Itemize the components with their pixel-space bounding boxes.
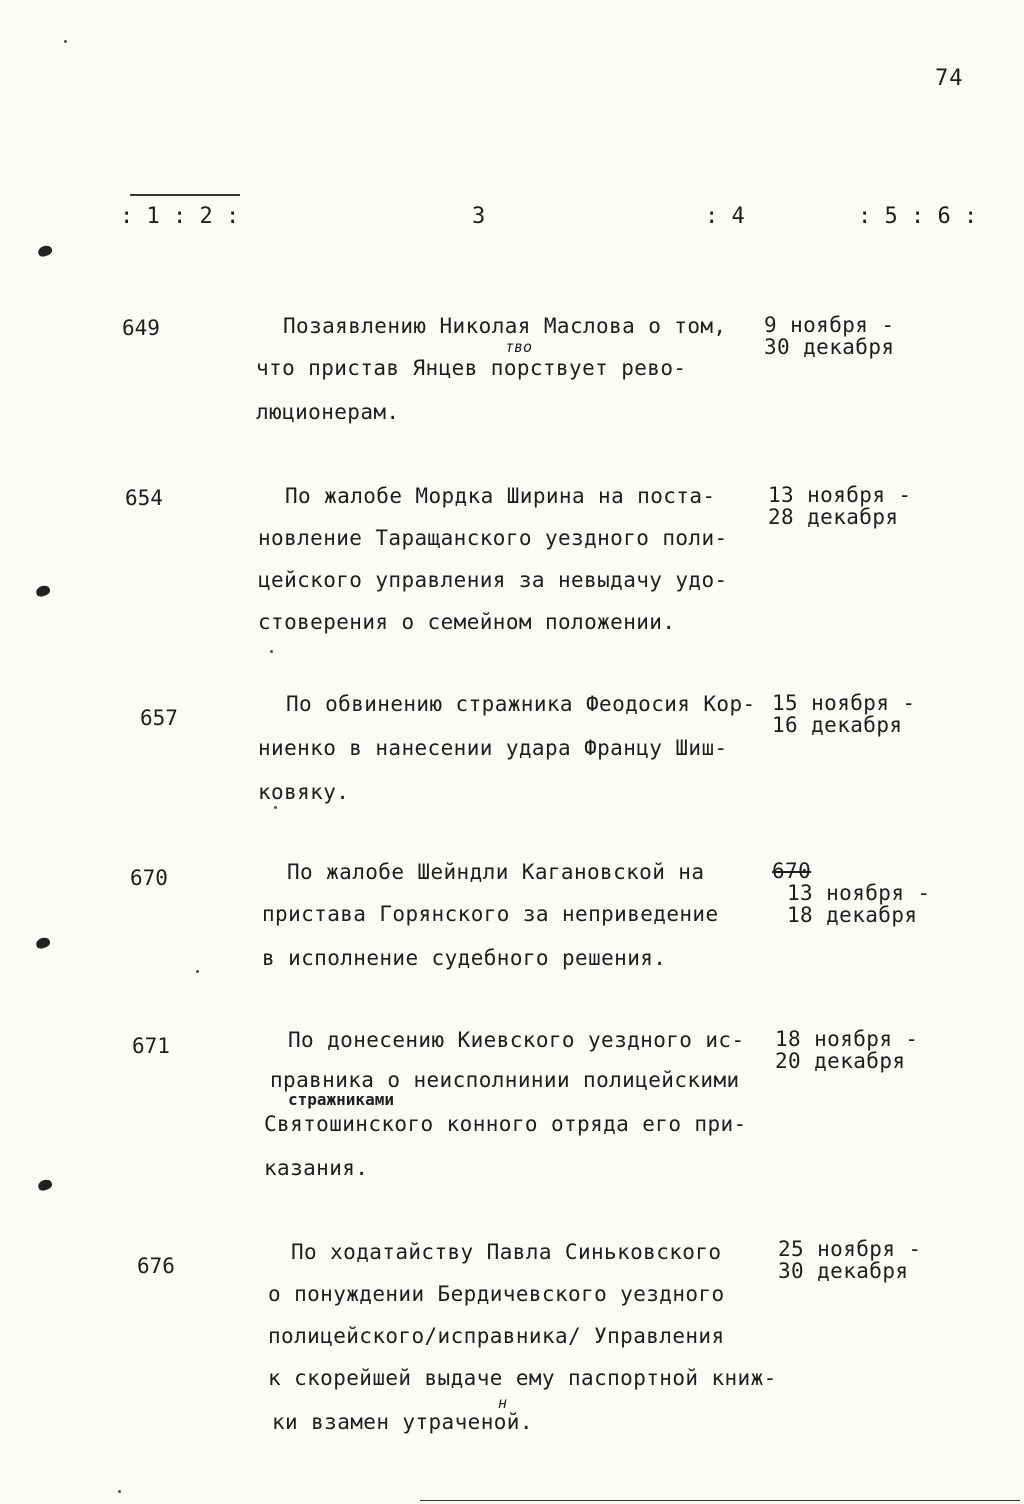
paper-speck: [274, 806, 277, 809]
paper-speck: [270, 650, 273, 653]
entry-date-start: 13 ноября -: [768, 483, 912, 507]
entry-number: 676: [137, 1254, 175, 1278]
entry-number: 657: [140, 706, 178, 730]
inserted-word: стражниками: [288, 1090, 394, 1109]
entry-date-end: 16 декабря: [772, 713, 903, 737]
paper-speck: [64, 40, 67, 43]
header-col-4: : 4: [705, 204, 745, 229]
entry-date-end: 30 декабря: [764, 335, 895, 359]
entry-text-line: казания.: [264, 1156, 369, 1180]
entry-text-line: о понуждении Бердичевского уездного: [268, 1282, 725, 1306]
header-rule: [130, 194, 240, 196]
struck-number: 670: [772, 859, 812, 883]
entry-text-line: ковяку.: [258, 780, 350, 804]
entry-text-line: Святошинского конного отряда его при-: [264, 1112, 747, 1136]
entry-text-line: к скорейшей выдаче ему паспортной книж-: [268, 1366, 777, 1390]
entry-date-start: 13 ноября -: [787, 881, 931, 905]
entry-text-line: в исполнение судебного решения.: [262, 946, 667, 970]
entry-date-start: 9 ноября -: [764, 313, 895, 337]
binding-hole-mark: [37, 244, 54, 258]
entry-text-line: правника о неисполнинии полицейскими: [270, 1068, 740, 1092]
entry-text-line: что пристав Янцев порствует рево-: [256, 356, 687, 380]
entry-text-line: ки взамен утраченой.: [272, 1410, 533, 1434]
entry-date-end: 18 декабря: [787, 903, 918, 927]
entry-text-line: По ходатайству Павла Синьковского: [291, 1240, 722, 1264]
entry-date-end: 20 декабря: [775, 1049, 906, 1073]
paper-speck: [196, 970, 199, 973]
entry-text-line: цейского управления за невыдачу удо-: [258, 568, 728, 592]
bottom-edge-line: [420, 1500, 1020, 1501]
entry-text-line: По донесению Киевского уездного ис-: [288, 1028, 745, 1052]
entry-text-line: стоверения о семейном положении.: [258, 610, 676, 634]
entry-text-line: люционерам.: [256, 400, 400, 424]
header-col-1-2: : 1 : 2 :: [120, 204, 240, 229]
entry-date-end: 28 декабря: [768, 505, 899, 529]
header-col-5-6: : 5 : 6 :: [858, 204, 978, 229]
entry-text-line: По обвинению стражника Феодосия Кор-: [286, 692, 756, 716]
entry-text-line: Позаявлению Николая Маслова о том,: [283, 314, 727, 338]
entry-date-end: 30 декабря: [778, 1259, 909, 1283]
header-col-3: 3: [472, 204, 486, 229]
entry-number: 670: [130, 866, 168, 890]
binding-hole-mark: [35, 584, 52, 598]
entry-text-line: ниенко в нанесении удара Францу Шиш-: [258, 736, 728, 760]
entry-text-line: пристава Горянского за неприведение: [262, 902, 719, 926]
page-number: 74: [935, 66, 964, 91]
entry-text-line: полицейского/исправника/ Управления: [268, 1324, 725, 1348]
handwritten-correction: н: [498, 1394, 508, 1412]
entry-text-line: По жалобе Мордка Ширина на поста-: [285, 484, 716, 508]
entry-text-line: новление Таращанского уездного поли-: [258, 526, 728, 550]
entry-number: 654: [125, 486, 163, 510]
entry-number: 649: [122, 316, 160, 340]
entry-date-start: 15 ноября -: [772, 691, 916, 715]
entry-text-line: По жалобе Шейндли Кагановской на: [287, 860, 705, 884]
entry-date-start: 18 ноября -: [775, 1027, 919, 1051]
entry-number: 671: [132, 1034, 170, 1058]
binding-hole-mark: [35, 936, 52, 950]
paper-speck: [118, 1490, 121, 1493]
handwritten-correction: тво: [505, 338, 533, 356]
binding-hole-mark: [37, 1178, 54, 1192]
entry-date-start: 25 ноября -: [778, 1237, 922, 1261]
